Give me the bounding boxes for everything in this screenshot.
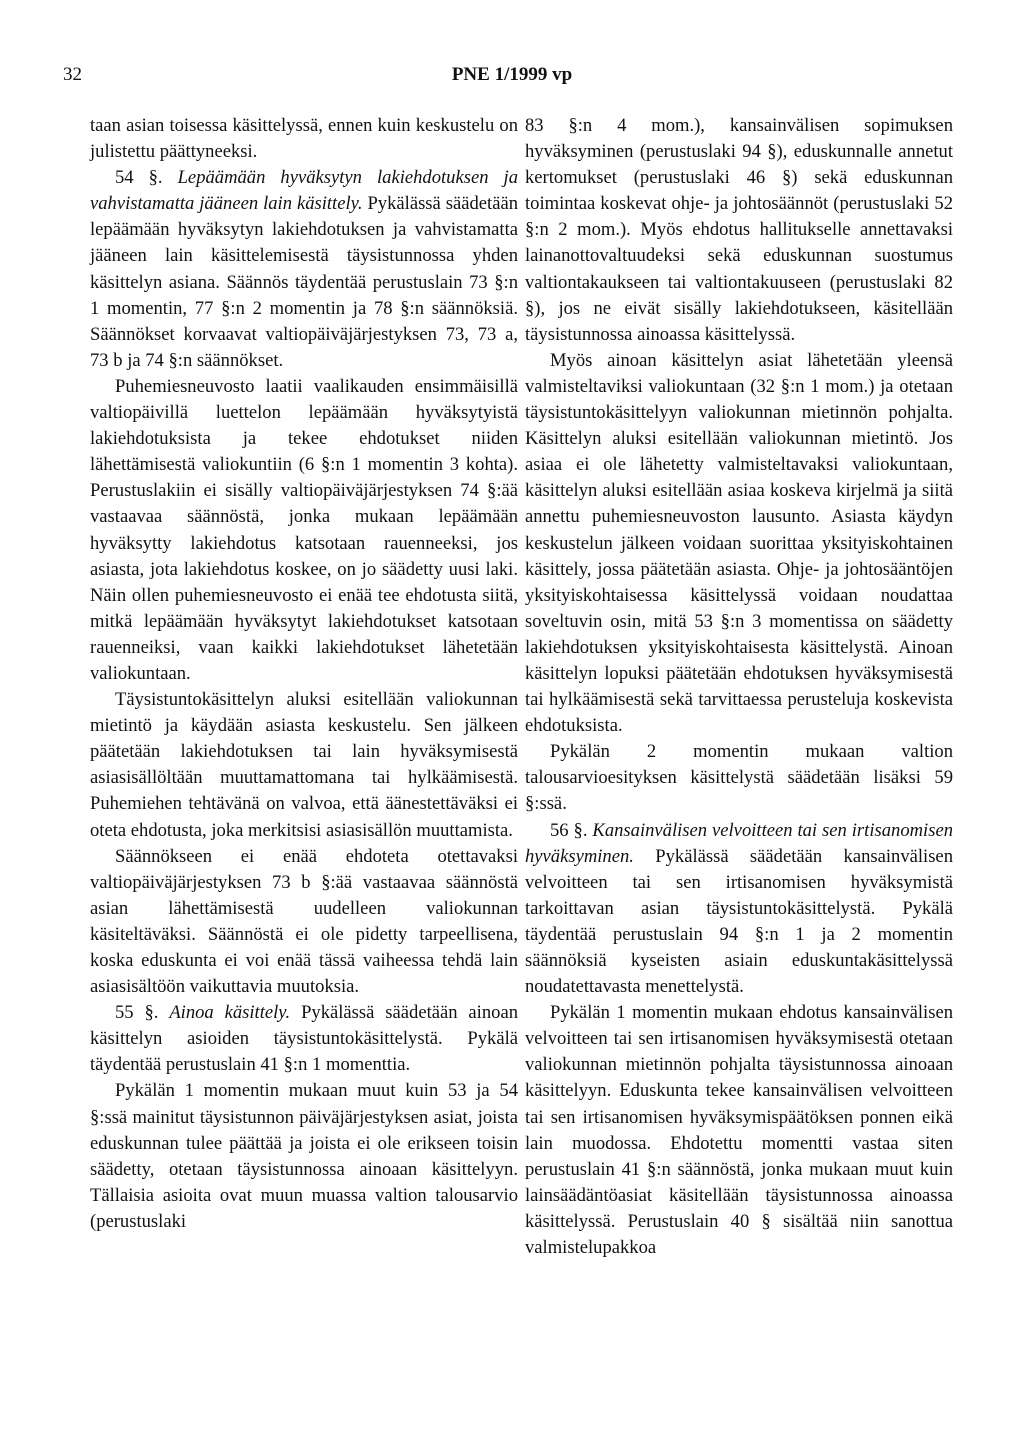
paragraph: taan asian toisessa käsittelyssä, ennen kuin keskustelu on julistettu päättyneeksi. <box>90 115 518 163</box>
paragraph: Puhemiesneuvosto laatii vaalikauden ensimmäisillä valtiopäivillä luettelon lepäämään hyväksytyistä lakiehdotuksista ja tekee ehdotukset niiden lähettämisestä valiokuntiin (6 §:n 1 momentin 3 kohta). Perustuslakiin ei sisälly valtiopäiväjärjestyksen 74 §:ää vastaavaa säännöstä, jonka mukaan lepäämään hyväksytty lakiehdotus katsotaan rauenneeksi, jos asiasta, jota lakiehdotus koskee, on jo säädetty uusi laki. Näin ollen puhemiesneuvosto ei enää tee ehdotusta siitä, mitkä lepäämään hyväksytyt lakiehdotukset katsotaan rauenneiksi, vaan kaikki lakiehdotukset lähetetään valiokuntaan. <box>90 375 518 684</box>
paragraph: 83 §:n 4 mom.), kansainvälisen sopimuksen hyväksyminen (perustuslaki 94 §), eduskunnalle annetut kertomukset (perustuslaki 46 §) sekä eduskunnan toimintaa koskevat ohje- ja johtosäännöt (perustuslaki 52 §:n 2 mom.). Myös ehdotus hallitukselle annettavaksi lainanottovaltuudeksi sekä eduskunnan suostumus valtiontakaukseen tai valtiontakuuseen (perustuslaki 82 §), jos ne eivät sisälly lakiehdotukseen, käsitellään täysistunnossa ainoassa käsittelyssä. <box>525 115 953 345</box>
section-heading: Lepäämään hyväksytyn lakiehdotuksen ja vahvistamatta jääneen lain käsittely. <box>90 167 519 215</box>
section-number: 54 §. <box>115 167 163 189</box>
paragraph: Pykälän 1 momentin mukaan muut kuin 53 ja 54 §:ssä mainitut täysistunnon päiväjärjestyksen asiat, joista eduskunnan tulee päättää ja joista ei ole erikseen toisin säädetty, otetaan täysistunnossa ainoaan käsittelyyn. Tällaisia asioita ovat muun muassa valtion talousarvio (perustuslaki <box>90 1080 518 1232</box>
running-title: PNE 1/1999 vp <box>451 64 573 85</box>
section-55-paragraph: 55 §. Ainoa käsittely. Pykälässä säädetään ainoan käsittelyn asioiden täysistuntokäsittelystä. Pykälä täydentää perustuslain 41 §:n 1 momenttia. <box>90 1002 518 1076</box>
right-column <box>525 113 953 1261</box>
section-54-paragraph: 54 §. Lepäämään hyväksytyn lakiehdotuksen ja vahvistamatta jääneen lain käsittely. Pykälässä säädetään lepäämään hyväksytyn lakiehdotuksen ja vahvistamatta jääneen lain käsittelemisestä täysistunnossa yhden käsittelyn asiana. Säännös täydentää perustuslain 73 §:n 1 momentin, 77 §:n 2 momentin ja 78 §:n säännöksiä. Säännökset korvaavat valtiopäiväjärjestyksen 73, 73 a, 73 b ja 74 §:n säännökset. <box>90 167 519 371</box>
section-number: 56 §. <box>550 819 588 841</box>
section-heading: Ainoa käsittely. <box>169 1002 291 1024</box>
paragraph: Myös ainoan käsittelyn asiat lähetetään yleensä valmisteltaviksi valiokuntaan (32 §:n 1 mom.) ja otetaan täysistuntokäsittelyyn valiokunnan mietinnön pohjalta. Käsittelyn aluksi esitellään valiokunnan mietintö. Jos asiaa ei ole lähetetty valmisteltavaksi valiokuntaan, käsittelyn aluksi esitellään asiaa koskeva kirjelmä ja siitä annettu puhemiesneuvoston lausunto. Asiasta käydyn keskustelun jälkeen voidaan suorittaa yksityiskohtainen käsittely, jossa päätetään asiasta. Ohje- ja johtosääntöjen yksityiskohtaisessa käsittelyssä voidaan noudattaa soveltuvin osin, mitä 53 §:n 3 momentissa on säädetty lakiehdotuksen yksityiskohtaisesta käsittelystä. Ainoan käsittelyn lopuksi päätetään ehdotuksen hyväksymisestä tai hylkäämisestä sekä tarvittaessa perusteluja koskevista ehdotuksista. <box>525 349 953 737</box>
section-56-paragraph: 56 §. Kansainvälisen velvoitteen tai sen irtisanomisen hyväksyminen. Pykälässä säädetään kansainvälisen velvoitteen tai sen irtisanomisen hyväksymistä tarkoittavan asian täysistuntokäsittelystä. Pykälä täydentää perustuslain 94 §:n 1 ja 2 momentin säännöksiä kyseisten asiain eduskuntakäsittelyssä noudatettavasta menettelystä. <box>525 819 953 998</box>
page-header <box>0 64 1024 94</box>
section-heading: Kansainvälisen velvoitteen tai sen irtisanomisen hyväksyminen. <box>525 819 953 867</box>
paragraph: Pykälän 2 momentin mukaan valtion talousarvioesityksen käsittelystä säädetään lisäksi 59 §:ssä. <box>525 741 953 815</box>
paragraph: Pykälän 1 momentin mukaan ehdotus kansainvälisen velvoitteen tai sen irtisanomisen hyväksymisestä otetaan valiokunnan mietinnön pohjalta täysistunnossa ainoaan käsittelyyn. Eduskunta tekee kansainvälisen velvoitteen tai sen irtisanomisen hyväksymispäätöksen ponnen eikä lain muodossa. Ehdotettu momentti vastaa siten perustuslain 41 §:n säännöstä, jonka mukaan muut kuin lainsäädäntöasiat käsitellään täysistunnossa ainoassa käsittelyssä. Perustuslain 40 § sisältää niin sanottua valmistelupakkoa <box>525 1002 953 1259</box>
left-column <box>90 113 518 1235</box>
section-number: 55 §. <box>115 1002 159 1024</box>
paragraph: Säännökseen ei enää ehdoteta otettavaksi valtiopäiväjärjestyksen 73 b §:ää vastaavaa säännöstä asian lähettämisestä uudelleen valiokunnan käsiteltäväksi. Säännöstä ei ole pidetty tarpeellisena, koska eduskunta ei voi enää tässä vaiheessa tehdä lain asiasisältöön vaikuttavia muutoksia. <box>90 845 518 998</box>
paragraph: Täysistuntokäsittelyn aluksi esitellään valiokunnan mietintö ja käydään asiasta keskustelu. Sen jälkeen päätetään lakiehdotuksen tai lain hyväksymisestä asiasisällöltään muuttamattomana tai hylkäämisestä. Puhemiehen tehtävänä on valvoa, että äänestettäväksi ei oteta ehdotusta, joka merkitsisi asiasisällön muuttamista. <box>90 689 518 841</box>
page-number: 32 <box>63 64 82 85</box>
